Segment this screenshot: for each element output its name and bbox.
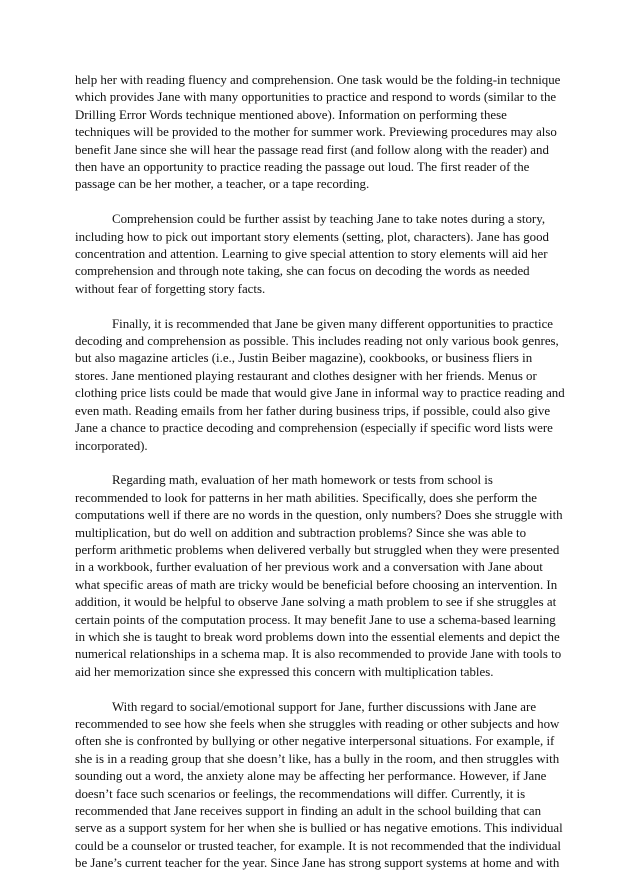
paragraph-practice-opportunities: Finally, it is recommended that Jane be given many different opportunities to practice decoding and comprehension as possible. This includes reading not only various book genres, but also magazine articles (i.e., Justin Beiber magazine), cookbooks, or business fliers in stores. Jane mentioned playing restaurant and clothes designer with her friends. Menus or clothing price lists could be made that would give Jane in informal way to practice reading and even math. Reading emails from her father during business trips, if possible, could also give Jane a chance to practice decoding and comprehension (especially if specific word lists were incorporated). <box>75 316 565 453</box>
paragraph-social-emotional: With regard to social/emotional support for Jane, further discussions with Jane are recommended to see how she feels when she struggles with reading or other subjects and how often she is confronted by bullying or other negative interpersonal situations. For example, if she is in a reading group that she doesn’t like, has a bully in the room, and then struggles with sounding out a word, the anxiety alone may be affecting her performance. However, if Jane doesn’t face such scenarios or feelings, the recommendations will differ. Currently, it is recommended that Jane receives support in finding an adult in the school building that can serve as a support system for her when she is bullied or has negative emotions. This individual could be a counselor or trusted teacher, for example. It is not recommended that the individual be Jane’s current teacher for the year. Since Jane has strong support systems at home and with <box>75 699 563 871</box>
paragraph-comprehension: Comprehension could be further assist by teaching Jane to take notes during a story, including how to pick out important story elements (setting, plot, characters). Jane has good concentration and attention. Learning to give special attention to story elements will aid her comprehension and through note taking, she can focus on decoding the words as needed without fear of forgetting story facts. <box>75 212 549 296</box>
paragraph-math: Regarding math, evaluation of her math homework or tests from school is recommended to look for patterns in her math abilities. Specifically, does she perform the computations well if there are no words in the question, only numbers? Does she struggle with multiplication, but do well on addition and subtraction problems? Since she was able to perform arithmetic problems when delivered verbally but struggled when they were presented in a workbook, further evaluation of her previous work and a conversation with Jane about what specific areas of math are tricky would be beneficial before choosing an intervention. In addition, it would be helpful to observe Jane solving a math problem to see if she struggles at certain points of the computation process. It may benefit Jane to use a schema-based learning in which she is taught to break word problems down into the essential elements and depict the numerical relationships in a schema map. It is also recommended to provide Jane with tools to aid her memorization since she expressed this concern with multiplication tables. <box>75 473 563 679</box>
paragraph-reading-fluency: help her with reading fluency and comprehension. One task would be the folding-in technique which provides Jane with many opportunities to practice and respond to words (similar to the Drilling Error Words technique mentioned above). Information on performing these techniques will be provided to the mother for summer work. Previewing procedures may also benefit Jane since she will hear the passage read first (and follow along with the reader) and then have an opportunity to practice reading the passage out loud. The first reader of the passage can be her mother, a teacher, or a tape recording. <box>75 73 561 192</box>
document-page <box>75 72 565 890</box>
